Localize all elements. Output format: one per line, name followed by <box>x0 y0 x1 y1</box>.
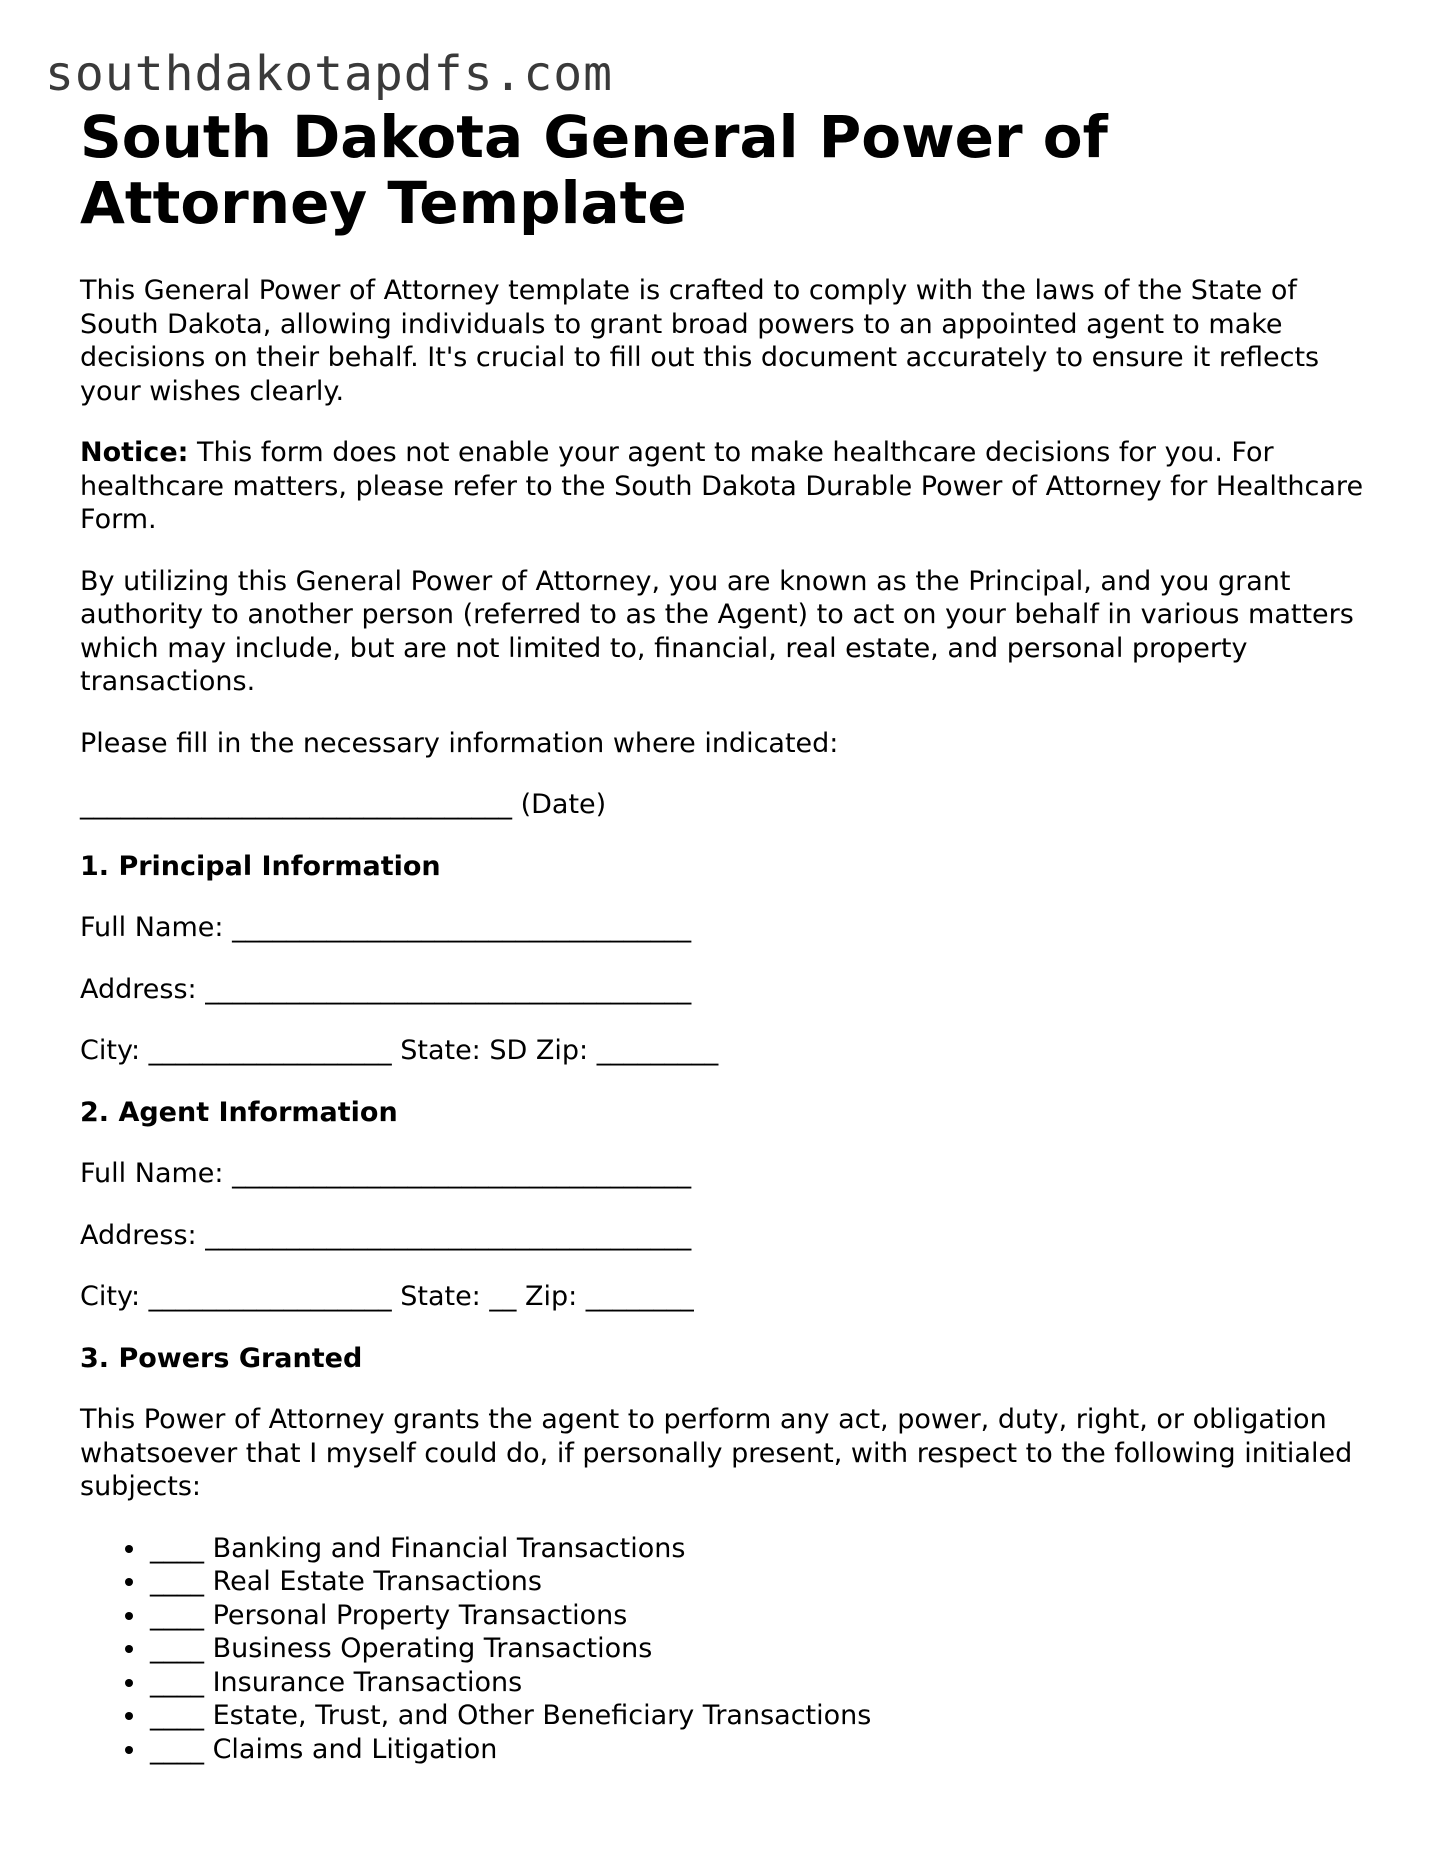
notice-text: This form does not enable your agent to make healthcare decisions for you. For healthcare matters, please refer to the South Dakota Durable Power of Attorney for Healthcare Form. <box>80 437 1364 535</box>
principal-section-heading: 1. Principal Information <box>80 850 441 882</box>
principal-city-state-zip-field[interactable]: City: __________________ State: SD Zip: _________ <box>80 1035 719 1066</box>
powers-section-heading: 3. Powers Granted <box>80 1342 363 1374</box>
principal-full-name-field[interactable]: Full Name: __________________________________ <box>80 912 692 943</box>
principal-role-paragraph: By utilizing this General Power of Attorney, you are known as the Principal, and you grant authority to another person (referred to as the Agent) to act on your behalf in various matters which may include, but are not limited to, financial, real estate, and personal property transactions. <box>80 565 1354 697</box>
site-watermark: southdakotapdfs.com <box>45 46 614 102</box>
intro-paragraph: This General Power of Attorney template is crafted to comply with the laws of the State of South Dakota, allowing individuals to grant broad powers to an appointed agent to make decisions on their behalf. It's crucial to fill out this document accurately to ensure it reflects your wishes clearly. <box>80 275 1320 407</box>
list-item[interactable]: • ____ Business Operating Transactions <box>148 1632 1370 1666</box>
agent-address-field[interactable]: Address: ____________________________________ <box>80 1219 692 1251</box>
list-item[interactable]: • ____ Real Estate Transactions <box>148 1565 1370 1599</box>
date-field[interactable]: ________________________________ (Date) <box>80 789 607 820</box>
powers-subject-list <box>80 1532 1370 1767</box>
document-body <box>80 104 1370 1766</box>
list-item[interactable]: • ____ Banking and Financial Transactions <box>148 1532 1370 1566</box>
notice-paragraph <box>80 436 1370 537</box>
list-item[interactable]: • ____ Claims and Litigation <box>148 1733 1370 1767</box>
list-item[interactable]: • ____ Insurance Transactions <box>148 1666 1370 1700</box>
agent-city-state-zip-field[interactable]: City: __________________ State: __ Zip: ________ <box>80 1281 694 1312</box>
notice-label: Notice: <box>80 437 189 468</box>
principal-address-field[interactable]: Address: ____________________________________ <box>80 973 692 1005</box>
fill-instruction: Please fill in the necessary information where indicated: <box>80 727 839 759</box>
agent-full-name-field[interactable]: Full Name: __________________________________ <box>80 1158 692 1189</box>
powers-paragraph: This Power of Attorney grants the agent to perform any act, power, duty, right, or obligation whatsoever that I myself could do, if personally present, with respect to the following initialed subjects: <box>80 1404 1353 1502</box>
page-title: South Dakota General Power of Attorney Template <box>80 103 1108 237</box>
list-item[interactable]: • ____ Personal Property Transactions <box>148 1599 1370 1633</box>
list-item[interactable]: • ____ Estate, Trust, and Other Beneficiary Transactions <box>148 1699 1370 1733</box>
agent-section-heading: 2. Agent Information <box>80 1096 398 1128</box>
